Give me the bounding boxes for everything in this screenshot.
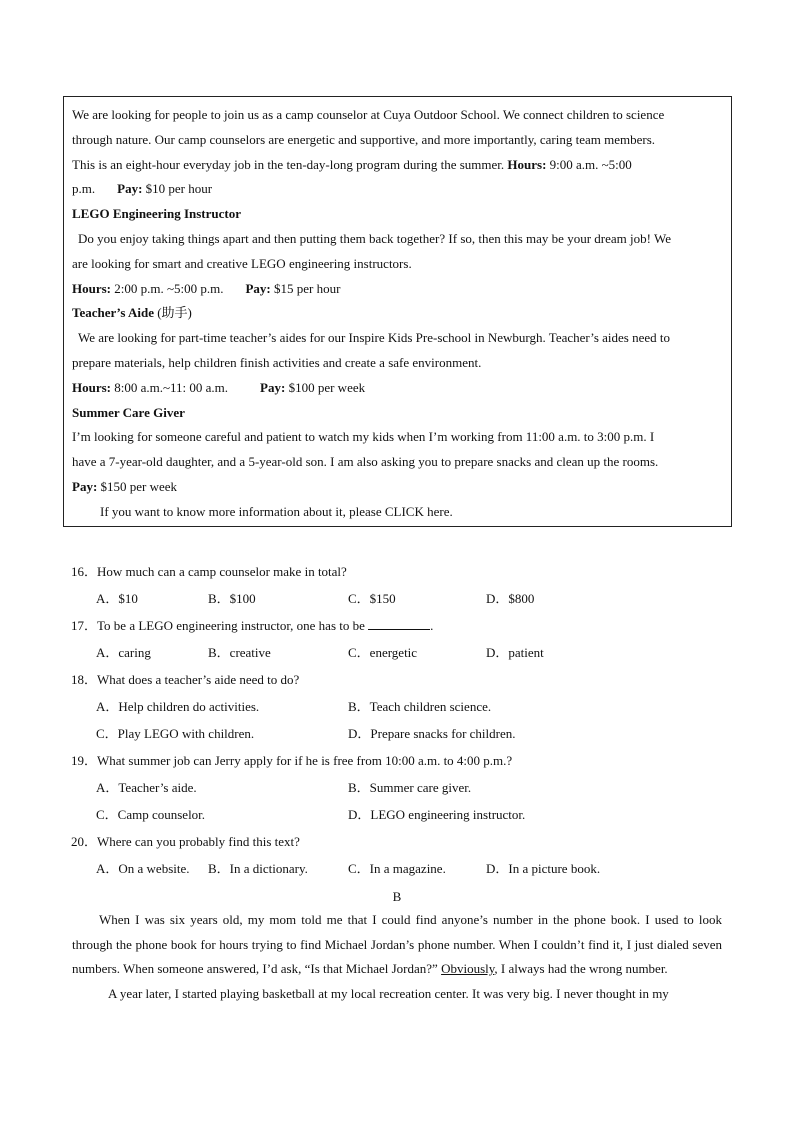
aide-hours-value: 8:00 a.m.~11: 00 a.m. xyxy=(114,379,229,395)
option-20-b: B．In a dictionary. xyxy=(208,861,308,876)
question-16-text: How much can a camp counselor make in total? xyxy=(97,564,347,579)
job-ad-box xyxy=(63,96,732,527)
option-17-c: C．energetic xyxy=(348,645,418,660)
option-19-b: B．Summer care giver. xyxy=(348,780,472,795)
question-20 xyxy=(71,828,731,855)
ad-footer-link-text: If you want to know more information about it, please CLICK here. xyxy=(100,503,453,519)
aide-title: Teacher’s Aide xyxy=(72,305,154,321)
intro-line-4 xyxy=(72,177,723,202)
aide-title-row xyxy=(72,301,723,326)
question-16-options xyxy=(71,585,731,612)
lego-hours-label: Hours: xyxy=(72,280,111,296)
care-title: Summer Care Giver xyxy=(72,404,185,420)
question-19-text: What summer job can Jerry apply for if he is free from 10:00 a.m. to 4:00 p.m.? xyxy=(97,753,513,768)
question-20-num: 20． xyxy=(71,834,98,849)
intro-line-3 xyxy=(72,153,723,178)
option-17-a: A．caring xyxy=(96,645,151,660)
intro-hours-value: 9:00 a.m. ~5:00 xyxy=(549,156,632,172)
option-18-b: B．Teach children science. xyxy=(348,699,492,714)
intro-line-1: We are looking for people to join us as a camp counselor at Cuya Outdoor School. We connect children to science xyxy=(72,107,665,122)
option-19-a: A．Teacher’s aide. xyxy=(96,780,197,795)
question-18-options-row1 xyxy=(71,693,731,720)
lego-line-1: Do you enjoy taking things apart and then putting them back together? If so, then this may be your dream job! We xyxy=(78,230,671,246)
option-18-d: D．Prepare snacks for children. xyxy=(348,726,516,741)
option-20-a: A．On a website. xyxy=(96,861,190,876)
intro-line-3-text: This is an eight-hour everyday job in the ten-day-long program during the summer. xyxy=(72,156,505,172)
lego-title: LEGO Engineering Instructor xyxy=(72,206,242,222)
question-20-text: Where can you probably find this text? xyxy=(97,834,300,849)
option-19-d: D．LEGO engineering instructor. xyxy=(348,807,526,822)
question-17-text: To be a LEGO engineering instructor, one has to be xyxy=(97,618,365,633)
question-19-options-row2 xyxy=(71,801,731,828)
option-18-a: A．Help children do activities. xyxy=(96,699,260,714)
option-18-c: C．Play LEGO with children. xyxy=(96,726,255,741)
question-16 xyxy=(71,558,731,585)
question-17-options xyxy=(71,639,731,666)
question-18 xyxy=(71,666,731,693)
question-18-num: 18． xyxy=(71,672,98,687)
option-16-d: D．$800 xyxy=(486,591,535,606)
lego-hours-pay xyxy=(72,277,723,302)
passage-paragraph-2: A year later, I started playing basketball at my local recreation center. It was very big. I never thought in my xyxy=(108,985,669,1001)
section-b-label: B xyxy=(392,889,402,904)
aide-line-2: prepare materials, help children finish activities and create a safe environment. xyxy=(72,354,482,370)
option-20-d: D．In a picture book. xyxy=(486,861,601,876)
option-17-b: B．creative xyxy=(208,645,271,660)
question-19-num: 19． xyxy=(71,753,98,768)
aide-hours-label: Hours: xyxy=(72,379,111,395)
aide-pay-value: $100 per week xyxy=(288,379,366,395)
option-16-b: B．$100 xyxy=(208,591,256,606)
option-16-a: A．$10 xyxy=(96,591,138,606)
question-16-num: 16． xyxy=(71,564,98,579)
question-17-num: 17． xyxy=(71,618,98,633)
question-18-text: What does a teacher’s aide need to do? xyxy=(97,672,300,687)
lego-pay-label: Pay: xyxy=(245,280,271,296)
option-16-c: C．$150 xyxy=(348,591,396,606)
care-line-2: have a 7-year-old daughter, and a 5-year-old son. I am also asking you to prepare snacks and clean up the rooms. xyxy=(72,454,659,470)
care-pay-label: Pay: xyxy=(72,478,98,494)
question-18-options-row2 xyxy=(71,720,731,747)
question-17-end: . xyxy=(430,618,434,633)
answer-blank xyxy=(368,617,430,630)
option-19-c: C．Camp counselor. xyxy=(96,807,206,822)
lego-pay-value: $15 per hour xyxy=(274,280,341,296)
option-17-d: D．patient xyxy=(486,645,544,660)
underlined-word: Obviously xyxy=(441,961,495,977)
care-line-1: I’m looking for someone careful and patient to watch my kids when I’m working from 11:00 a.m. to 3:00 p.m. I xyxy=(72,429,655,445)
passage-b xyxy=(72,908,722,1006)
lego-line-2: are looking for smart and creative LEGO engineering instructors. xyxy=(72,255,412,271)
aide-pay-label: Pay: xyxy=(260,379,286,395)
intro-line-2: through nature. Our camp counselors are energetic and supportive, and more importantly, caring team members. xyxy=(72,131,656,147)
question-19-options-row1 xyxy=(71,774,731,801)
intro-pay-value: $10 per hour xyxy=(145,181,213,197)
passage-paragraph-1 xyxy=(72,908,722,982)
care-pay-value: $150 per week xyxy=(100,478,178,494)
question-20-options xyxy=(71,855,731,882)
intro-hours-value-cont: p.m. xyxy=(72,181,96,197)
passage-p1-before: When I was six years old, my mom told me that I could find anyone’s number in the phone book. I used to look through the phone book for hours trying to find Michael Jordan’s phone number. When I couldn’t find it, I just dialed seven numbers. When someone answered, I’d ask, “Is that Michael Jordan?” xyxy=(72,912,722,977)
lego-hours-value: 2:00 p.m. ~5:00 p.m. xyxy=(114,280,224,296)
aide-line-1: We are looking for part-time teacher’s aides for our Inspire Kids Pre-school in Newburgh. Teacher’s aides need to xyxy=(78,330,671,346)
question-17 xyxy=(71,612,731,639)
aide-hours-pay xyxy=(72,376,723,401)
option-20-c: C．In a magazine. xyxy=(348,861,446,876)
intro-pay-label: Pay: xyxy=(117,181,143,197)
care-pay xyxy=(72,475,723,500)
aide-title-note: (助手) xyxy=(157,305,192,321)
questions-section xyxy=(71,558,731,882)
passage-p1-after: , I always had the wrong number. xyxy=(494,961,668,977)
question-19 xyxy=(71,747,731,774)
intro-hours-label: Hours: xyxy=(507,156,547,172)
